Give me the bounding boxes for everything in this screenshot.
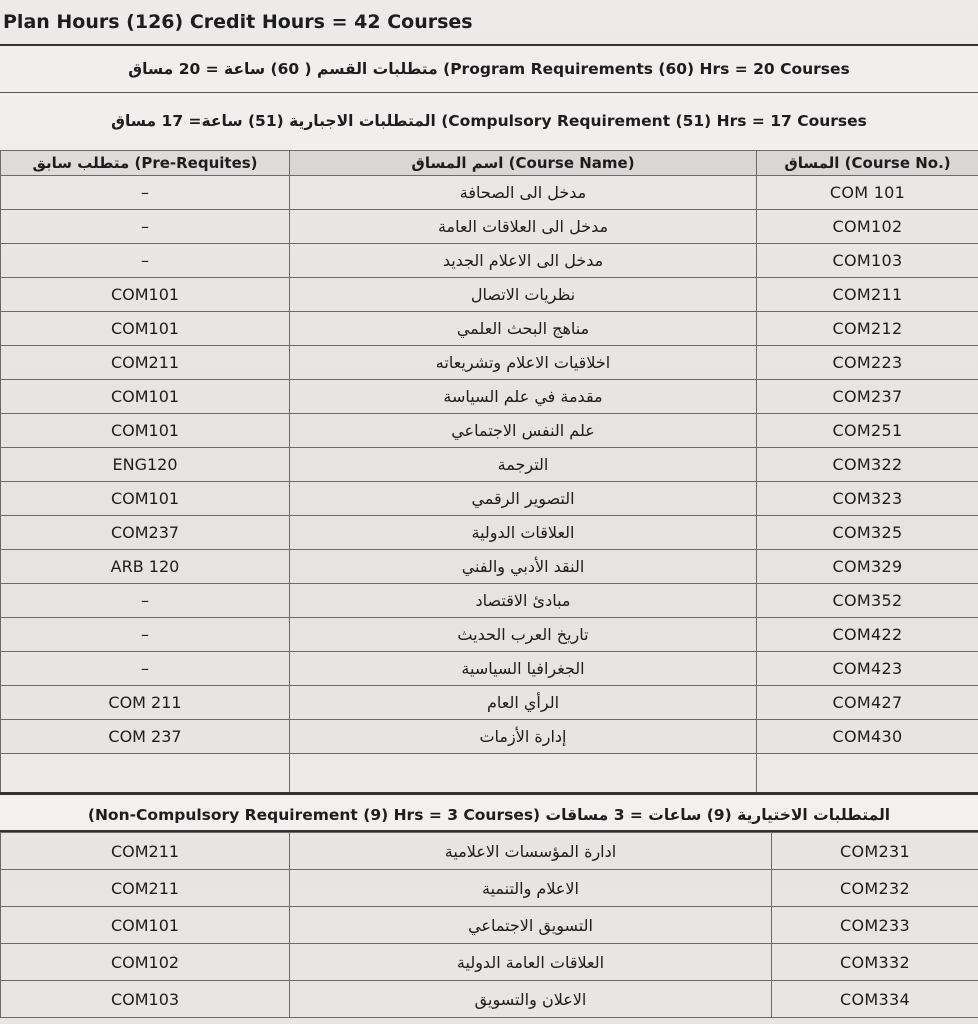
table-row (1, 550, 978, 584)
course-name-cell: إدارة الأزمات (290, 720, 757, 754)
table-row (1, 686, 978, 720)
course-number-cell: COM423 (757, 652, 978, 686)
table-row (1, 278, 978, 312)
prereq-cell: COM101 (1, 414, 290, 448)
course-number-cell: COM103 (757, 244, 978, 278)
course-name-cell: تاريخ العرب الحديث (290, 618, 757, 652)
prereq-cell: – (1, 584, 290, 618)
course-number-cell: COM102 (757, 210, 978, 244)
compulsory-courses-body (1, 176, 978, 793)
course-name-cell: الترجمة (290, 448, 757, 482)
course-name-cell: نظريات الاتصال (290, 278, 757, 312)
course-name-cell: الاعلان والتسويق (290, 981, 772, 1018)
table-row (1, 652, 978, 686)
table-row (1, 312, 978, 346)
compulsory-courses-table (0, 150, 978, 793)
table-row (1, 870, 978, 907)
prereq-column-header: متطلب سابق (Pre-Requites) (1, 151, 290, 176)
prereq-cell: COM211 (1, 833, 290, 870)
empty-row (1, 754, 978, 793)
course-number-cell: COM223 (757, 346, 978, 380)
prereq-cell: COM101 (1, 380, 290, 414)
prereq-cell: – (1, 618, 290, 652)
prereq-cell: – (1, 244, 290, 278)
course-name-cell: الاعلام والتنمية (290, 870, 772, 907)
table-row (1, 833, 978, 870)
table-row (1, 516, 978, 550)
table-row (1, 584, 978, 618)
non-compulsory-courses-table (0, 832, 978, 1018)
table-row (1, 210, 978, 244)
prereq-cell: COM211 (1, 870, 290, 907)
prereq-cell: COM101 (1, 482, 290, 516)
prereq-cell: COM211 (1, 346, 290, 380)
course-number-cell: COM231 (772, 833, 978, 870)
prereq-cell: COM101 (1, 278, 290, 312)
course-name-cell: علم النفس الاجتماعي (290, 414, 757, 448)
prereq-cell: ARB 120 (1, 550, 290, 584)
course-number-cell: COM329 (757, 550, 978, 584)
course-number-cell: COM232 (772, 870, 978, 907)
course-name-cell: التسويق الاجتماعي (290, 907, 772, 944)
course-name-cell: الجغرافيا السياسية (290, 652, 757, 686)
table-row (1, 907, 978, 944)
course-number-cell: COM237 (757, 380, 978, 414)
table-row (1, 981, 978, 1018)
course-name-cell: مناهج البحث العلمي (290, 312, 757, 346)
table-row (1, 482, 978, 516)
course-number-cell: COM422 (757, 618, 978, 652)
prereq-cell: ENG120 (1, 448, 290, 482)
course-number-cell: COM251 (757, 414, 978, 448)
table-row (1, 720, 978, 754)
course-name-cell: مقدمة في علم السياسة (290, 380, 757, 414)
course-name-cell: مدخل الى الصحافة (290, 176, 757, 210)
prereq-cell: COM 237 (1, 720, 290, 754)
program-requirements-banner: متطلبات القسم ( 60) ساعة = 20 مساق (Program Requirements (60) Hrs = 20 Courses (0, 44, 978, 92)
table-row (1, 448, 978, 482)
course-name-cell: مدخل الى العلاقات العامة (290, 210, 757, 244)
course-name-cell: الرأي العام (290, 686, 757, 720)
course-number-cell: COM 101 (757, 176, 978, 210)
course-number-cell: COM427 (757, 686, 978, 720)
prereq-cell: COM101 (1, 907, 290, 944)
course-number-cell: COM334 (772, 981, 978, 1018)
table-row (1, 176, 978, 210)
empty-cell (1, 754, 290, 793)
course-name-cell: مدخل الى الاعلام الجديد (290, 244, 757, 278)
prereq-cell: COM101 (1, 312, 290, 346)
non-compulsory-courses-body (1, 833, 978, 1018)
course-number-cell: COM325 (757, 516, 978, 550)
course-number-cell: COM233 (772, 907, 978, 944)
course-number-cell: COM323 (757, 482, 978, 516)
course-number-cell: COM430 (757, 720, 978, 754)
prereq-cell: – (1, 210, 290, 244)
prereq-cell: COM103 (1, 981, 290, 1018)
prereq-cell: COM102 (1, 944, 290, 981)
course-number-cell: COM322 (757, 448, 978, 482)
table-row (1, 346, 978, 380)
table-row (1, 618, 978, 652)
course-number-cell: COM352 (757, 584, 978, 618)
course-name-cell: التصوير الرقمي (290, 482, 757, 516)
course-name-cell: العلاقات العامة الدولية (290, 944, 772, 981)
plan-title: Plan Hours (126) Credit Hours = 42 Courses (3, 11, 473, 33)
table-row (1, 944, 978, 981)
course-number-cell: COM332 (772, 944, 978, 981)
course-number-column-header: المساق (Course No.) (757, 151, 978, 176)
course-name-cell: مبادئ الاقتصاد (290, 584, 757, 618)
prereq-cell: – (1, 652, 290, 686)
course-number-cell: COM212 (757, 312, 978, 346)
table-row (1, 380, 978, 414)
prereq-cell: COM 211 (1, 686, 290, 720)
compulsory-requirements-banner: المتطلبات الاجبارية (51) ساعة= 17 مساق (Compulsory Requirement (51) Hrs = 17 Courses (0, 92, 978, 150)
empty-cell (290, 754, 757, 793)
non-compulsory-requirements-banner: (Non-Compulsory Requirement (9) Hrs = 3 Courses) المتطلبات الاختيارية (9) ساعات = 3 مساقات (0, 792, 978, 832)
course-number-cell: COM211 (757, 278, 978, 312)
prereq-cell: COM237 (1, 516, 290, 550)
course-name-column-header: اسم المساق (Course Name) (290, 151, 757, 176)
table-row (1, 244, 978, 278)
prereq-cell: – (1, 176, 290, 210)
table-row (1, 414, 978, 448)
course-name-cell: اخلاقيات الاعلام وتشريعاته (290, 346, 757, 380)
course-name-cell: ادارة المؤسسات الاعلامية (290, 833, 772, 870)
empty-cell (757, 754, 978, 793)
table-header-row (1, 151, 978, 176)
course-name-cell: النقد الأدبي والفني (290, 550, 757, 584)
course-name-cell: العلاقات الدولية (290, 516, 757, 550)
